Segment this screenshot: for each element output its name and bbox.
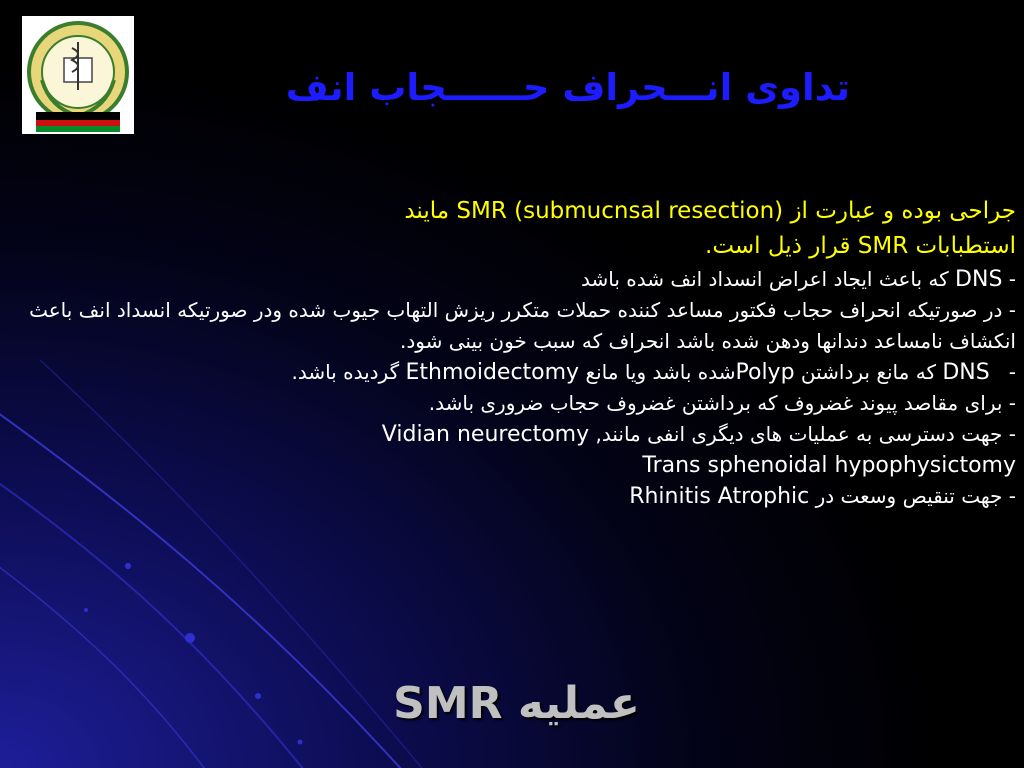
item-term: DNS [942,360,990,385]
list-item [6,295,1016,357]
item-text: جهت دسترسی به عملیات های دیگری انفی مانند, [595,422,1003,446]
item-text: جهت تنقیص وسعت در [815,484,1003,508]
item-term: Rhinitis Atrophic [629,484,810,509]
footer-text: عملیه [517,678,640,729]
university-seal-icon [22,16,134,134]
bullet-dash: - [1008,360,1016,384]
intro-text: مایند [404,198,450,224]
item-term: Trans sphenoidal hypophysictomy [642,453,1016,478]
slide-footer [300,678,640,729]
list-item [6,388,1016,419]
bullet-dash: - [1008,422,1016,446]
item-text: در صورتیکه انحراف حجاب فکتور مساعد کننده حملات متکرر ریزش التهاب جیوب شده ودر صورتیکه انسداد انف باعث انکشاف نامساعد دندانها ودهن شده باشد انحراف که سبب خون بینی شود. [29,298,1016,353]
intro-text: قرار ذیل است. [705,233,851,259]
intro-text: استطبابات [915,233,1016,259]
item-text: که باعث ایجاد اعراض انسداد انف شده باشد [581,267,949,291]
intro-line-2 [6,229,1016,264]
item-text: گردیده باشد. [291,360,400,384]
item-text: که مانع برداشتن [800,360,936,384]
list-item [6,419,1016,450]
item-term: Vidian neurectomy [381,422,590,447]
list-item [6,357,1016,388]
footer-term: SMR [393,678,503,729]
slide-title: تداوی انـــحراف حــــــجاب انف [285,66,850,109]
item-term: DNS [955,267,1003,292]
intro-line-1 [6,194,1016,229]
slide-body [6,194,1016,512]
bullet-dash: - [1008,298,1016,322]
list-item [6,481,1016,512]
bullet-dash: - [1008,267,1016,291]
bullet-dash: - [1008,391,1016,415]
list-item [6,264,1016,295]
intro-text: جراحی بوده و عبارت از [790,198,1016,224]
bullet-dash: - [1008,484,1016,508]
intro-term: SMR [857,233,909,259]
item-term: Polyp [735,360,795,385]
item-term: Ethmoidectomy [405,360,580,385]
list-item-continuation [6,450,1016,481]
item-text: شده باشد ویا مانع [585,360,736,384]
item-text: برای مقاصد پیوند غضروف که برداشتن غضروف حجاب ضروری باشد. [428,391,1003,415]
intro-term: SMR (submucnsal resection) [456,198,784,224]
